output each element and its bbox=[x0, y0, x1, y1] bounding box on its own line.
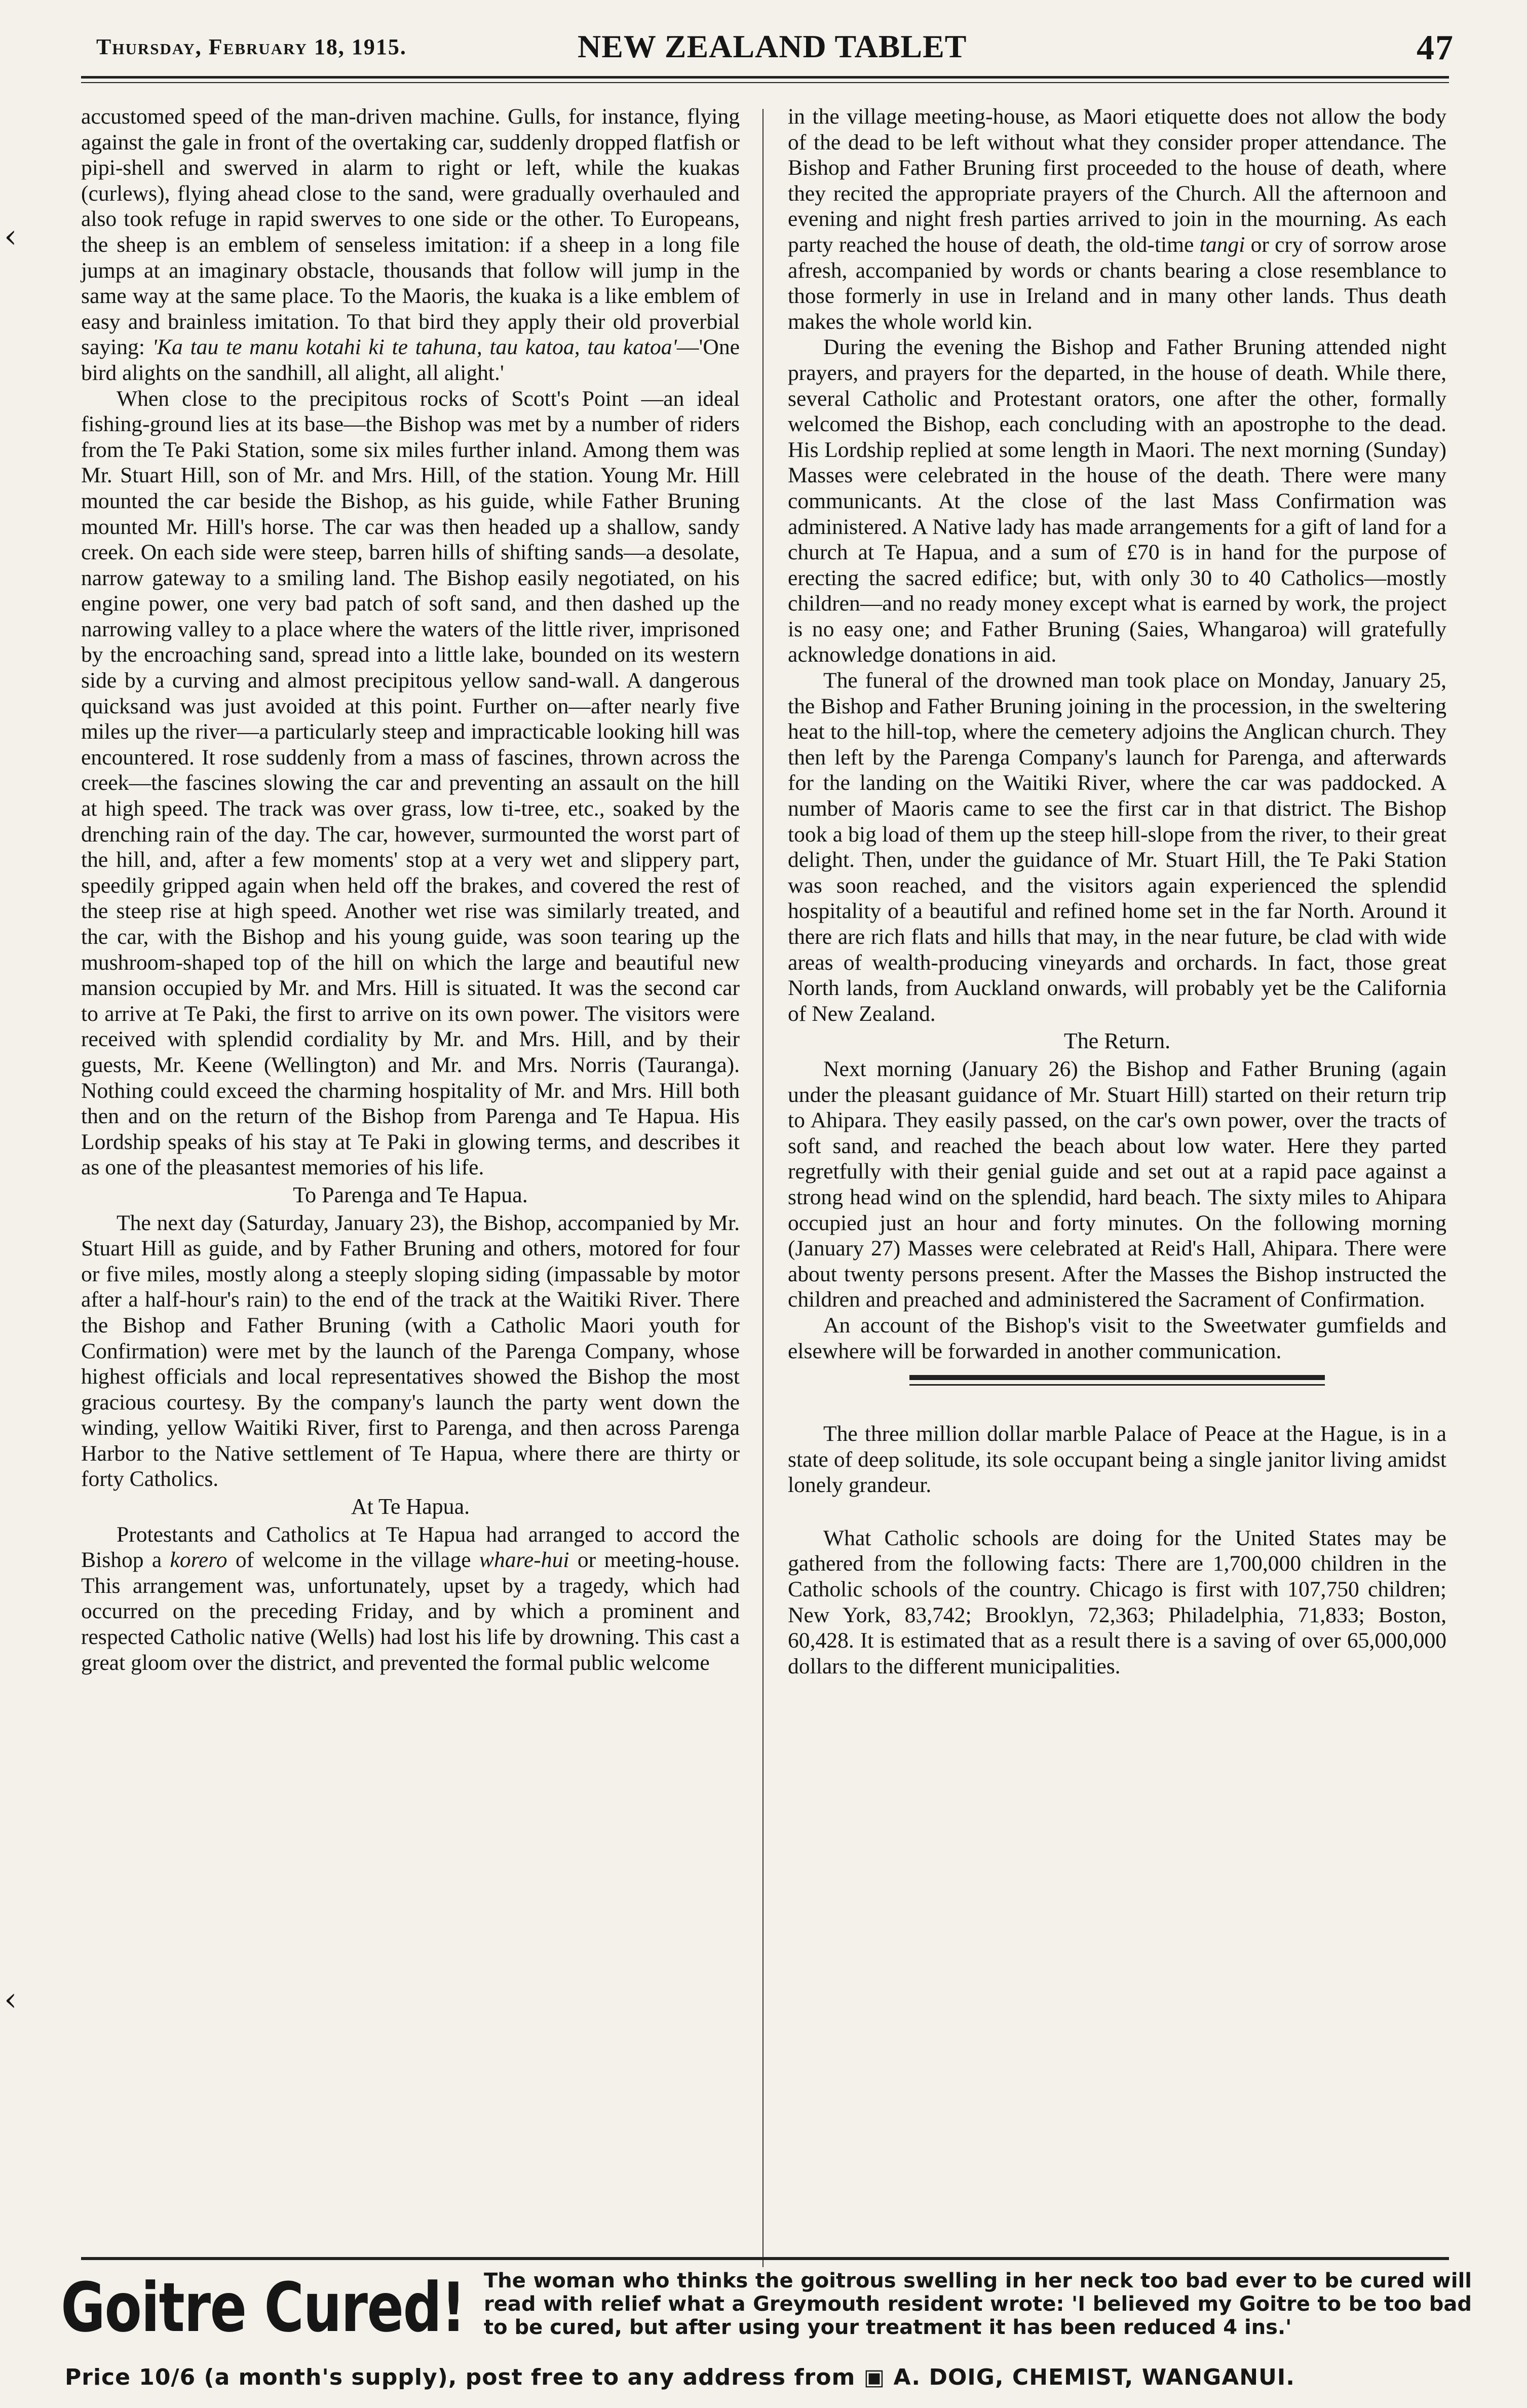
section-heading: At Te Hapua. bbox=[351, 1494, 470, 1519]
paragraph: When close to the precipitous rocks of Scott's Point —an ideal fishing-ground lies at its base—the Bishop was met by a number of riders from the Te Paki Station, some six miles further inland. Among them was Mr. Stuart Hill, son of Mr. and Mrs. Hill, of the station. Young Mr. Hill mounted the car beside the Bishop, as his guide, while Father Bruning mounted Mr. Hill's horse. The car was then headed up a shallow, sandy creek. On each side were steep, barren hills of shifting sands—a desolate, narrow gateway to a smiling land. The Bishop easily negotiated, on his engine power, one very bad patch of soft sand, and then dashed up the narrowing valley to a place where the waters of the little river, imprisoned by the encroaching sand, spread into a little lake, bounded on its western side by a curving and almost precipitous yellow sand-wall. A dangerous quicksand was just avoided at this point. Further on—after nearly five miles up the river—a particularly steep and impracticable looking hill was encountered. It rose suddenly from a mass of fascines, thrown across the creek—the fascines slowing the car and preventing an assault on the hill at high speed. The track was over grass, low ti-tree, etc., soaked by the drenching rain of the day. The car, however, surmounted the worst part of the hill, and, after a few moments' stop at a very wet and slippery part, speedily gripped again when held off the brakes, and covered the rest of the steep rise at high speed. Another wet rise was similarly treated, and the car, with the Bishop and his young guide, was soon tearing up the mushroom-shaped top of the hill on which the large and beautiful new mansion occupied by Mr. and Mrs. Hill is situated. It was the second car to arrive at Te Paki, the first to arrive on its own power. The visitors were received with splendid cordiality by Mr. and Mrs. Hill, and by their guests, Mr. Keene (Wellington) and Mr. and Mrs. Norris (Tauranga). Nothing could exceed the charming hospitality of Mr. and Mrs. Hill both then and on the return of the Bishop from Parenga and Te Hapua. His Lordship speaks of his stay at Te Paki in glowing terms, and describes it as one of the pleasantest memories of his life. bbox=[81, 386, 740, 1180]
margin-mark-icon: ‹ bbox=[4, 218, 17, 255]
ad-headline: Goitre Cured! bbox=[61, 2268, 465, 2347]
page-number: 47 bbox=[1417, 28, 1454, 67]
paragraph: An account of the Bishop's visit to the Sweetwater gumfields and elsewhere will be forwarded in another communication. bbox=[788, 1313, 1446, 1363]
article-separator bbox=[909, 1375, 1325, 1386]
left-column bbox=[81, 104, 740, 1675]
section-heading: The Return. bbox=[1063, 1028, 1171, 1054]
ad-chemist: A. DOIG, CHEMIST, WANGANUI. bbox=[893, 2364, 1295, 2390]
paragraph: Protestants and Catholics at Te Hapua had arranged to accord the Bishop a korero of welcome in the village whare-hui or meeting-house. This arrangement was, unfortunately, upset by a tragedy, which had occurred on the preceding Friday, and by which a prominent and respected Catholic native (Wells) had lost his life by drowning. This cast a great gloom over the district, and prevented the formal public welcome bbox=[81, 1522, 740, 1675]
paragraph: During the evening the Bishop and Father Bruning attended night prayers, and prayers for the departed, in the house of death. While there, several Catholic and Protestant orators, one after the other, formally welcomed the Bishop, each concluding with an apostrophe to the dead. His Lordship replied at some length in Maori. The next morning (Sunday) Masses were celebrated in the house of the death. There were many communicants. At the close of the last Mass Confirmation was administered. A Native lady has made arrangements for a gift of land for a church at Te Hapua, and a sum of £70 is in hand for the purpose of erecting the sacred edifice; but, with only 30 to 40 Catholics—mostly children—and no ready money except what is earned by work, the project is no easy one; and Father Bruning (Saies, Whangaroa) will gratefully acknowledge donations in aid. bbox=[788, 335, 1446, 667]
paragraph: The funeral of the drowned man took place on Monday, January 25, the Bishop and Father Bruning joining in the procession, in the sweltering heat to the hill-top, where the cemetery adjoins the Anglican church. They then left by the Parenga Company's launch for Parenga, and afterwards for the landing on the Waitiki River, where the car was paddocked. A number of Maoris came to see the first car in that district. The Bishop took a big load of them up the steep hill-slope from the river, to their great delight. Then, under the guidance of Mr. Stuart Hill, the Te Paki Station was soon reached, and the visitors again experienced the splendid hospitality of a beautiful and refined home set in the far North. Around it there are rich flats and hills that may, in the near future, be clad with wide areas of wealth-producing vineyards and orchards. In fact, those great North lands, from Auckland onwards, will probably yet be the California of New Zealand. bbox=[788, 668, 1446, 1026]
ad-body: The woman who thinks the goitrous swelling in her neck too bad ever to be cured will read with relief what a Greymouth resident wrote: 'I believed my Goitre to be too bad to be cured, but after using your treatment it has been reduced 4 ins.' bbox=[484, 2269, 1472, 2339]
margin-mark-icon: ‹ bbox=[4, 1981, 17, 2018]
footer-rule bbox=[81, 2257, 1449, 2260]
column-separator bbox=[762, 109, 764, 2267]
advertisement bbox=[61, 2267, 1472, 2399]
paragraph: in the village meeting-house, as Maori etiquette does not allow the body of the dead to be left without what they consider proper attendance. The Bishop and Father Bruning first proceeded to the house of death, where they recited the appropriate prayers of the Church. All the afternoon and evening and night fresh parties arrived to join in the mourning. As each party reached the house of death, the old-time tangi or cry of sorrow arose afresh, accompanied by words or chants bearing a close resemblance to those formerly in use in Ireland and in many other lands. Thus death makes the whole world kin. bbox=[788, 104, 1446, 334]
section-heading: To Parenga and Te Hapua. bbox=[293, 1182, 528, 1207]
paragraph: Next morning (January 26) the Bishop and Father Bruning (again under the pleasant guidance of Mr. Stuart Hill) started on their return trip to Ahipara. They easily passed, on the car's own power, over the tracts of soft sand, and reached the beach about low water. Here they parted regretfully with their genial guide and set out at a rapid pace against a strong head wind on the splendid, hard beach. The sixty miles to Ahipara occupied just an hour and forty minutes. On the following morning (January 27) Masses were celebrated at Reid's Hall, Ahipara. There were about twenty persons present. After the Masses the Bishop instructed the children and preached and administered the Sacrament of Confirmation. bbox=[788, 1056, 1446, 1312]
paragraph: accustomed speed of the man-driven machine. Gulls, for instance, flying against the gale in front of the overtaking car, suddenly dropped flatfish or pipi-shell and swerved in alarm to right or left, while the kuakas (curlews), flying ahead close to the sand, were gradually overhauled and also took refuge in rapid swerves to one side or the other. To Europeans, the sheep is an emblem of senseless imitation: if a sheep in a long file jumps at an imaginary obstacle, thousands that follow will jump in the same way at the same place. To the Maoris, the kuaka is a like emblem of easy and brainless imitation. To that bird they apply their old proverbial saying: 'Ka tau te manu kotahi ki te tahuna, tau katoa, tau katoa'—'One bird alights on the sandhill, all alight, all alight.' bbox=[81, 104, 740, 385]
header-rule-thin bbox=[81, 82, 1449, 83]
paragraph: What Catholic schools are doing for the United States may be gathered from the following facts: There are 1,700,000 children in the Catholic schools of the country. Chicago is first with 107,750 children; New York, 83,742; Brooklyn, 72,363; Philadelphia, 71,833; Boston, 60,428. It is estimated that as a result there is a saving of over 65,000,000 dollars to the different municipalities. bbox=[788, 1525, 1446, 1678]
issue-date: Thursday, February 18, 1915. bbox=[96, 34, 407, 59]
right-column bbox=[788, 104, 1446, 1679]
ad-price-line: Price 10/6 (a month's supply), post free to any address from ▣ A. DOIG, CHEMIST, WANGANUI. bbox=[65, 2364, 1295, 2390]
page-header bbox=[76, 28, 1454, 68]
paragraph: The next day (Saturday, January 23), the Bishop, accompanied by Mr. Stuart Hill as guide, and by Father Bruning and others, motored for four or five miles, mostly along a steeply sloping siding (impassable by motor after a half-hour's rain) to the end of the track at the Waitiki River. There the Bishop and Father Bruning (with a Catholic Maori youth for Confirmation) were met by the launch of the Parenga Company, whose highest officials and local representatives showed the Bishop the most gracious courtesy. By the company's launch the party went down the winding, yellow Waitiki River, first to Parenga, and then across Parenga Harbor to the Native settlement of Te Hapua, where there are thirty or forty Catholics. bbox=[81, 1210, 740, 1492]
spacer bbox=[788, 1498, 1446, 1525]
masthead-title: NEW ZEALAND TABLET bbox=[578, 28, 967, 64]
paragraph: The three million dollar marble Palace of Peace at the Hague, is in a state of deep solitude, its sole occupant being a single janitor living amidst lonely grandeur. bbox=[788, 1422, 1446, 1498]
header-rule bbox=[81, 76, 1449, 79]
